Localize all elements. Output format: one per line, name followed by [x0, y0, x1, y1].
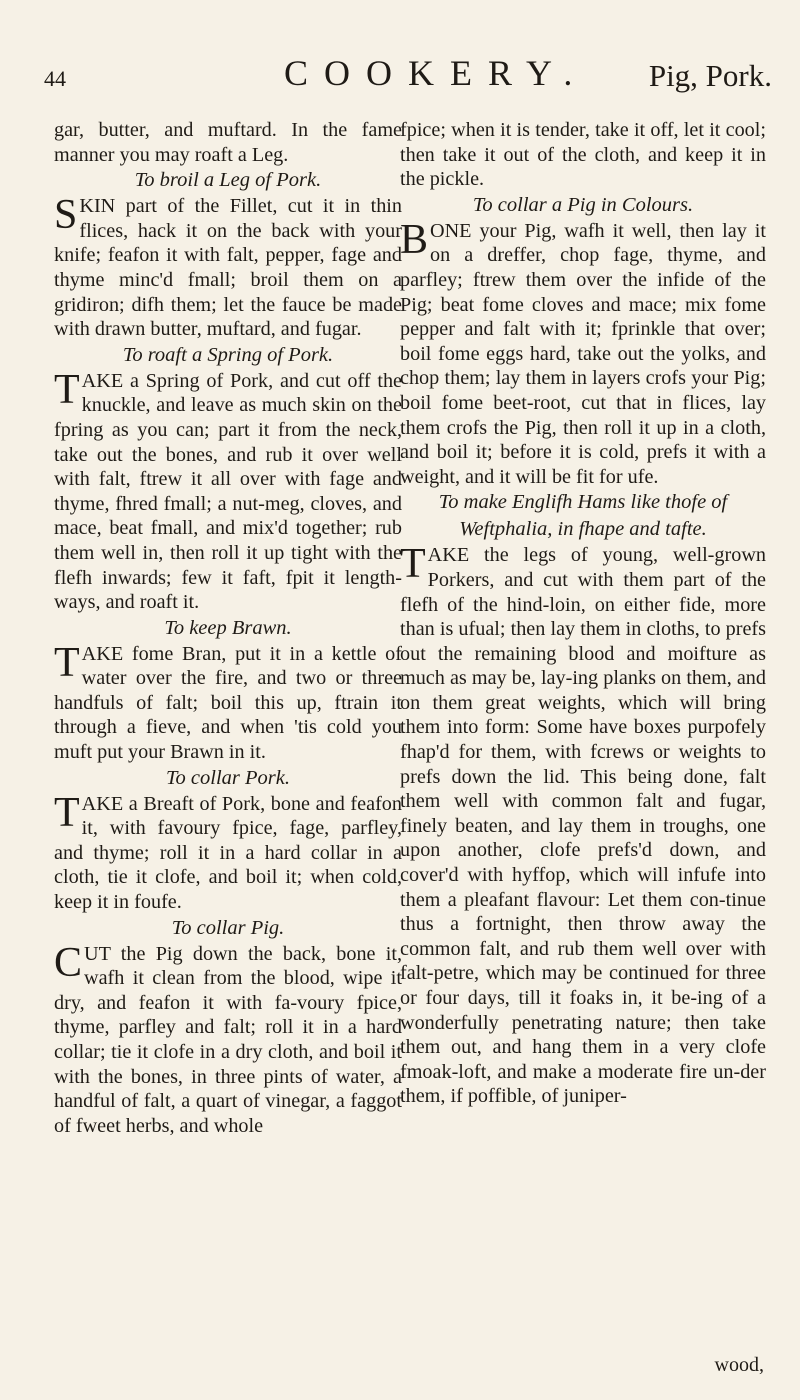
recipe-text: BONE your Pig, wafh it well, then lay it on a dreffer, chop fage, thyme, and parfley; ftrew them over the infide of the Pig; beat fome cloves and mace; mix fome pepper and falt with it; fprinkle that over; boil fome eggs hard, take out the yolks, and chop them; lay them in layers crofs your Pig; boil fome beet-root, cut that in flices, lay them crofs the Pig, then roll it up in a cloth, and boil it; before it is cold, prefs it with a weight, and it will be fit for ufe.	[400, 216, 766, 488]
recipe-heading: To keep Brawn.	[164, 616, 292, 639]
section-title: Pig, Pork.	[648, 58, 772, 93]
recipe-text: SKIN part of the Fillet, cut it in thin flices, hack it on the back with your knife; feafon it with falt, pepper, fage and thyme minc'd fmall; broil them on a gridiron; difh them; let the fauce be made with drawn butter, muftard, and fugar.	[54, 192, 402, 341]
drop-cap: T	[400, 541, 426, 588]
recipe-text: TAKE the legs of young, well-grown Porkers, and cut with them part of the flefh of the hind-loin, on either fide, more than is ufual; then lay them in cloths, to prefs out the remaining blood and moifture as much as may be, lay-ing planks on them, and on them great weights, which will bring them into form: Some have boxes purpofely fhap'd for them, with fcrews or weights to prefs down the lid. This being done, falt them well with common falt and fugar, finely beaten, and lay them in troughs, one upon another, clofe prefs'd down, and cover'd with hyffop, which will infufe into them a pleafant flavour: Let them con-tinue thus a fortnight, then throw away the common falt, and rub them well over with falt-petre, which may be continued for three or four days, till it foaks in, it be-ing of a wonderfully penetrating nature; then take them out, and hang them in a very clofe fmoak-loft, and make a moderate fire un-der them, if poffible, of juniper-	[400, 541, 766, 1108]
drop-cap: T	[54, 366, 80, 413]
recipe-text: TAKE a Breaft of Pork, bone and feafon it, with favoury fpice, fage, parfley, and thyme; roll it in a hard collar in a cloth, tie it clofe, and boil it; when cold, keep it in foufe.	[54, 789, 402, 914]
recipe-text: TAKE a Spring of Pork, and cut off the knuckle, and leave as much skin on the fpring as you can; part it from the neck, take out the bones, and rub it over well with falt, ftrew it all over with fage and thyme, fhred fmall; a nut-meg, cloves, and mace, beat fmall, and mix'd together; rub them well in, then roll it up tight with the flefh inwards; few it faft, fpit it length-ways, and roaft it.	[54, 366, 402, 614]
recipe-heading: To broil a Leg of Pork.	[134, 169, 322, 192]
continued-paragraph: fpice; when it is tender, take it off, let it cool; then take it out of the cloth, and keep it in the pickle.	[400, 119, 766, 191]
continued-paragraph: gar, butter, and muftard. In the fame manner you may roaft a Leg.	[54, 119, 402, 166]
recipe-text: CUT the Pig down the back, bone it, wafh it clean from the blood, wipe it dry, and feafon it with fa-voury fpice, thyme, parfley and falt; roll it in a hard collar; tie it clofe in a dry cloth, and boil it with the bones, in three pints of water, a handful of falt, a quart of vinegar, a faggot of fweet herbs, and whole	[54, 939, 402, 1137]
catchword: wood,	[714, 1354, 764, 1376]
recipe-heading: To collar Pork.	[166, 766, 290, 789]
running-title: COOKERY.	[284, 53, 589, 93]
recipe-heading: To make Englifh Hams like thofe of Weftphalia, in fhape and tafte.	[438, 491, 728, 541]
right-column	[400, 118, 766, 1109]
recipe-text: TAKE fome Bran, put it in a kettle of water over the fire, and two or three handfuls of falt; boil this up, ftrain it through a fieve, and when 'tis cold you muft put your Brawn in it.	[54, 639, 402, 764]
left-column	[54, 118, 402, 1138]
drop-cap: T	[54, 639, 80, 686]
recipe-heading: To roaft a Spring of Pork.	[122, 343, 334, 366]
drop-cap: T	[54, 789, 80, 836]
drop-cap: C	[54, 939, 83, 986]
drop-cap: S	[54, 192, 78, 239]
recipe-heading: To collar Pig.	[171, 916, 285, 939]
page-header	[44, 52, 772, 102]
drop-cap: B	[400, 216, 429, 263]
recipe-heading: To collar a Pig in Colours.	[472, 193, 694, 216]
page-number: 44	[44, 66, 66, 91]
